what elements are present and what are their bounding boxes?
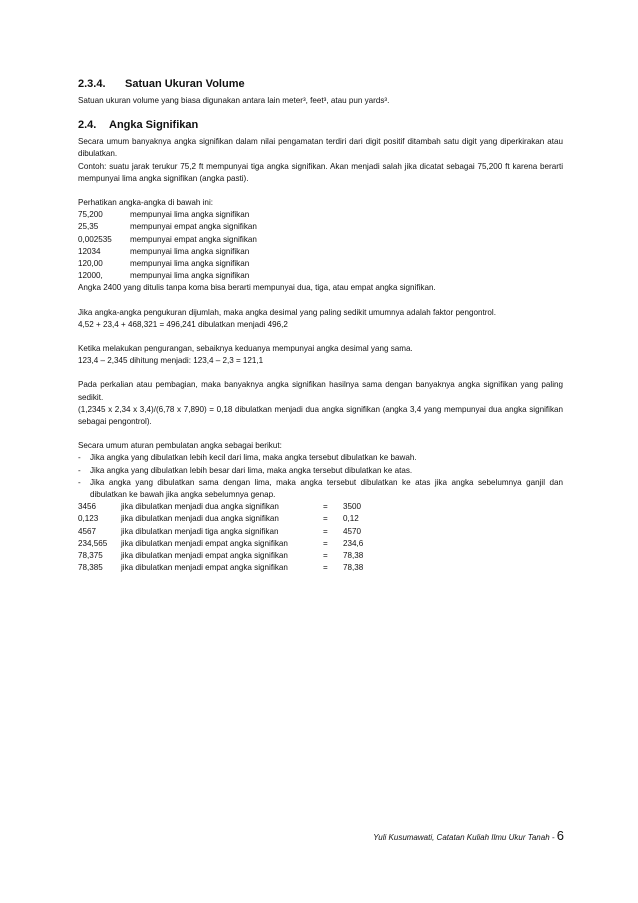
addition-rule: Jika angka-angka pengukuran dijumlah, maka angka desimal yang paling sedikit umumnya adalah faktor pengontrol. [78, 307, 496, 317]
multiplication-example: (1,2345 x 2,34 x 3,4)/(6,78 x 7,890) = 0,18 dibulatkan menjadi dua angka signifikan (angka 3,4 yang mempunyai dua angka signifikan sebagai pengontrol). [78, 404, 563, 427]
section-number: 2.4. [78, 119, 97, 132]
number: 75,200 [78, 210, 103, 220]
number: 3456 [78, 502, 97, 512]
list-item [78, 526, 563, 538]
list-item [78, 246, 563, 258]
section-heading-volume [78, 78, 563, 90]
rule-text: Jika angka yang dibulatkan lebih besar dari lima, maka angka tersebut dibulatkan ke atas. [90, 465, 413, 475]
paragraph-definition: Secara umum banyaknya angka signifikan dalam nilai pengamatan terdiri dari digit positif ditambah satu digit yang diperkirakan atau dibulatkan. [78, 137, 563, 159]
number: 0,123 [78, 514, 99, 524]
section-heading-significant [78, 119, 563, 131]
note-2400: Angka 2400 yang ditulis tanpa koma bisa berarti mempunyai dua, tiga, atau empat angka signifikan. [78, 283, 436, 293]
section-title: Satuan Ukuran Volume [125, 78, 245, 90]
description: jika dibulatkan menjadi dua angka signifikan [121, 502, 279, 512]
description: jika dibulatkan menjadi empat angka signifikan [121, 563, 288, 573]
rounding-examples [78, 501, 563, 574]
subtraction-example: 123,4 – 2,345 dihitung menjadi: 123,4 – 2,3 = 121,1 [78, 356, 264, 366]
result: 3500 [343, 502, 362, 512]
list-item [78, 209, 563, 221]
description: jika dibulatkan menjadi dua angka signifikan [121, 514, 279, 524]
result: 234,6 [343, 538, 364, 548]
equals-sign: = [323, 514, 328, 524]
description: mempunyai lima angka signifikan [130, 259, 250, 269]
page-number: 6 [556, 828, 564, 843]
number: 12000, [78, 271, 103, 281]
description: mempunyai empat angka signifikan [130, 234, 257, 244]
description: mempunyai lima angka signifikan [130, 210, 250, 220]
number: 4567 [78, 526, 97, 536]
page-footer [352, 828, 564, 843]
result: 0,12 [343, 514, 359, 524]
number: 78,385 [78, 563, 103, 573]
list-item [78, 562, 563, 574]
list-item [78, 270, 563, 282]
equals-sign: = [323, 502, 328, 512]
footer-text: Yuli Kusumawati, Catatan Kuliah Ilmu Ukur Tanah - [373, 833, 557, 842]
addition-example: 4,52 + 23,4 + 468,321 = 496,241 dibulatkan menjadi 496,2 [78, 319, 288, 329]
equals-sign: = [323, 526, 328, 536]
list-item [78, 221, 563, 233]
list-item [78, 538, 563, 550]
rule-text: Jika angka yang dibulatkan sama dengan lima, maka angka tersebut dibulatkan ke atas jika angka sebelumnya ganjil dan dibulatkan ke bawah jika angka sebelumnya genap. [90, 477, 563, 500]
description: jika dibulatkan menjadi empat angka signifikan [121, 551, 288, 561]
number: 234,565 [78, 538, 108, 548]
result: 4570 [343, 526, 362, 536]
examples-intro: Perhatikan angka-angka di bawah ini: [78, 198, 213, 208]
result: 78,38 [343, 563, 364, 573]
rounding-intro: Secara umum aturan pembulatan angka sebagai berikut: [78, 441, 282, 451]
number: 0,002535 [78, 234, 112, 244]
rounding-rules [78, 452, 563, 501]
description: mempunyai lima angka signifikan [130, 246, 250, 256]
rule-text: Jika angka yang dibulatkan lebih kecil dari lima, maka angka tersebut dibulatkan ke bawah. [90, 453, 417, 463]
list-item [78, 550, 563, 562]
section-number: 2.3.4. [78, 78, 106, 90]
description: mempunyai empat angka signifikan [130, 222, 257, 232]
list-item: - Jika angka yang dibulatkan sama dengan lima, maka angka tersebut dibulatkan ke atas jika angka sebelumnya ganjil dan dibulatkan ke bawah jika angka sebelumnya genap. [78, 477, 563, 501]
list-item [78, 234, 563, 246]
volume-text: Satuan ukuran volume yang biasa digunakan antara lain meter³, feet³, atau pun yards³. [78, 96, 390, 105]
number: 78,375 [78, 551, 103, 561]
list-item: - Jika angka yang dibulatkan lebih besar dari lima, maka angka tersebut dibulatkan ke atas. [78, 465, 563, 477]
list-item [78, 258, 563, 270]
result: 78,38 [343, 551, 364, 561]
page-content [78, 78, 563, 575]
list-item: - Jika angka yang dibulatkan lebih kecil dari lima, maka angka tersebut dibulatkan ke bawah. [78, 452, 563, 464]
description: mempunyai lima angka signifikan [130, 271, 250, 281]
equals-sign: = [323, 563, 328, 573]
examples-list [78, 209, 563, 282]
list-item [78, 513, 563, 525]
number: 120,00 [78, 259, 103, 269]
section-title: Angka Signifikan [109, 119, 199, 132]
description: jika dibulatkan menjadi tiga angka signifikan [121, 526, 279, 536]
subtraction-rule: Ketika melakukan pengurangan, sebaiknya keduanya mempunyai angka desimal yang sama. [78, 344, 413, 354]
description: jika dibulatkan menjadi empat angka signifikan [121, 538, 288, 548]
list-item [78, 501, 563, 513]
equals-sign: = [323, 538, 328, 548]
equals-sign: = [323, 551, 328, 561]
number: 25,35 [78, 222, 99, 232]
multiplication-rule: Pada perkalian atau pembagian, maka banyaknya angka signifikan hasilnya sama dengan banyaknya angka signifikan yang paling sedikit. [78, 380, 563, 402]
paragraph-example: Contoh: suatu jarak terukur 75,2 ft mempunyai tiga angka signifikan. Akan menjadi salah jika dicatat sebagai 75,200 ft karena berarti mempunyai lima angka signifikan (angka pasti). [78, 161, 563, 183]
number: 12034 [78, 246, 101, 256]
